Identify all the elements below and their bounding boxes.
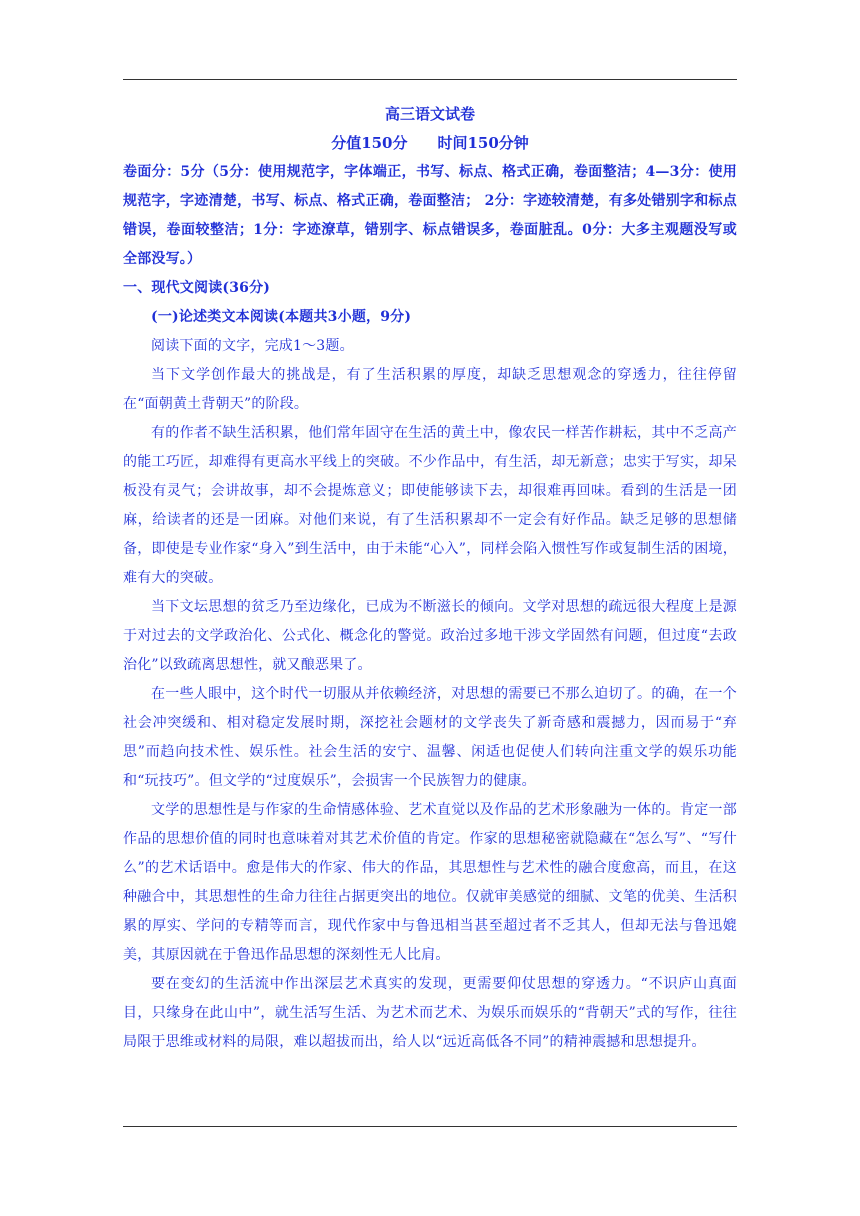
paragraph: 要在变幻的生活流中作出深层艺术真实的发现，更需要仰仗思想的穿透力。“不识庐山真面目，只缘身在此山中”，就生活写生活、为艺术而艺术、为娱乐而娱乐的“背朝天”式的写作，往往局限于思维或材料的局限，难以超拔而出，给人以“远近高低各不同”的精神震撼和思想提升。 — [123, 976, 737, 1050]
page-title: 高三语文试卷 — [384, 105, 475, 123]
bottom-rule — [123, 1126, 737, 1127]
exam-info — [123, 129, 737, 158]
scoring-intro: 卷面分：5分（5分：使用规范字，字体端正，书写、标点、格式正确，卷面整洁；4—3分：使用规范字，字迹清楚，书写、标点、格式正确，卷面整洁； 2分：字迹较清楚，有多处错别字和标点错误，卷面较整洁；1分：字迹潦草，错别字、标点错误多，卷面脏乱。0分：大多主观题没写或全部没写。） — [123, 164, 737, 267]
time-info: 时间150分钟 — [437, 134, 529, 152]
paragraph: 在一些人眼中，这个时代一切服从并依赖经济，对思想的需要已不那么迫切了。的确，在一个社会冲突缓和、相对稳定发展时期，深挖社会题材的文学丧失了新奇感和震撼力，因而易于“弃思”而趋向技术性、娱乐性。社会生活的安宁、温馨、闲适也促使人们转向注重文学的娱乐功能和“玩技巧”。但文学的“过度娱乐”，会损害一个民族智力的健康。 — [123, 686, 737, 789]
top-rule — [123, 79, 737, 80]
paragraph: 文学的思想性是与作家的生命情感体验、艺术直觉以及作品的艺术形象融为一体的。肯定一部作品的思想价值的同时也意味着对其艺术价值的肯定。作家的思想秘密就隐藏在“怎么写”、“写什么”的艺术话语中。愈是伟大的作家、伟大的作品，其思想性与艺术性的融合度愈高，而且，在这种融合中，其思想性的生命力往往占据更突出的地位。仅就审美感觉的细腻、文笔的优美、生活积累的厚实、学问的专精等而言，现代作家中与鲁迅相当甚至超过者不乏其人，但却无法与鲁迅媲美，其原因就在于鲁迅作品思想的深刻性无人比肩。 — [123, 802, 737, 963]
reading-instruction: 阅读下面的文字，完成1～3题。 — [151, 338, 354, 354]
section-heading: 一、现代文阅读(36分) — [123, 280, 271, 296]
score-info: 分值150分 — [331, 134, 408, 152]
subsection-heading: (一)论述类文本阅读(本题共3小题，9分) — [151, 309, 412, 325]
document-body — [123, 100, 737, 1057]
paragraph: 当下文学创作最大的挑战是，有了生活积累的厚度，却缺乏思想观念的穿透力，往往停留在“面朝黄土背朝天”的阶段。 — [123, 367, 737, 412]
paragraph: 有的作者不缺生活积累，他们常年固守在生活的黄土中，像农民一样苦作耕耘，其中不乏高产的能工巧匠，却难得有更高水平线上的突破。不少作品中，有生活，却无新意；忠实于写实，却呆板没有灵气；会讲故事，却不会提炼意义；即使能够读下去，却很难再回味。看到的生活是一团麻，给读者的还是一团麻。对他们来说，有了生活积累却不一定会有好作品。缺乏足够的思想储备，即使是专业作家“身入”到生活中，由于未能“心入”，同样会陷入惯性写作或复制生活的困境，难有大的突破。 — [123, 425, 737, 586]
paragraph: 当下文坛思想的贫乏乃至边缘化，已成为不断滋长的倾向。文学对思想的疏远很大程度上是源于对过去的文学政治化、公式化、概念化的警觉。政治过多地干涉文学固然有问题，但过度“去政治化”以致疏离思想性，就又酿恶果了。 — [123, 599, 737, 673]
